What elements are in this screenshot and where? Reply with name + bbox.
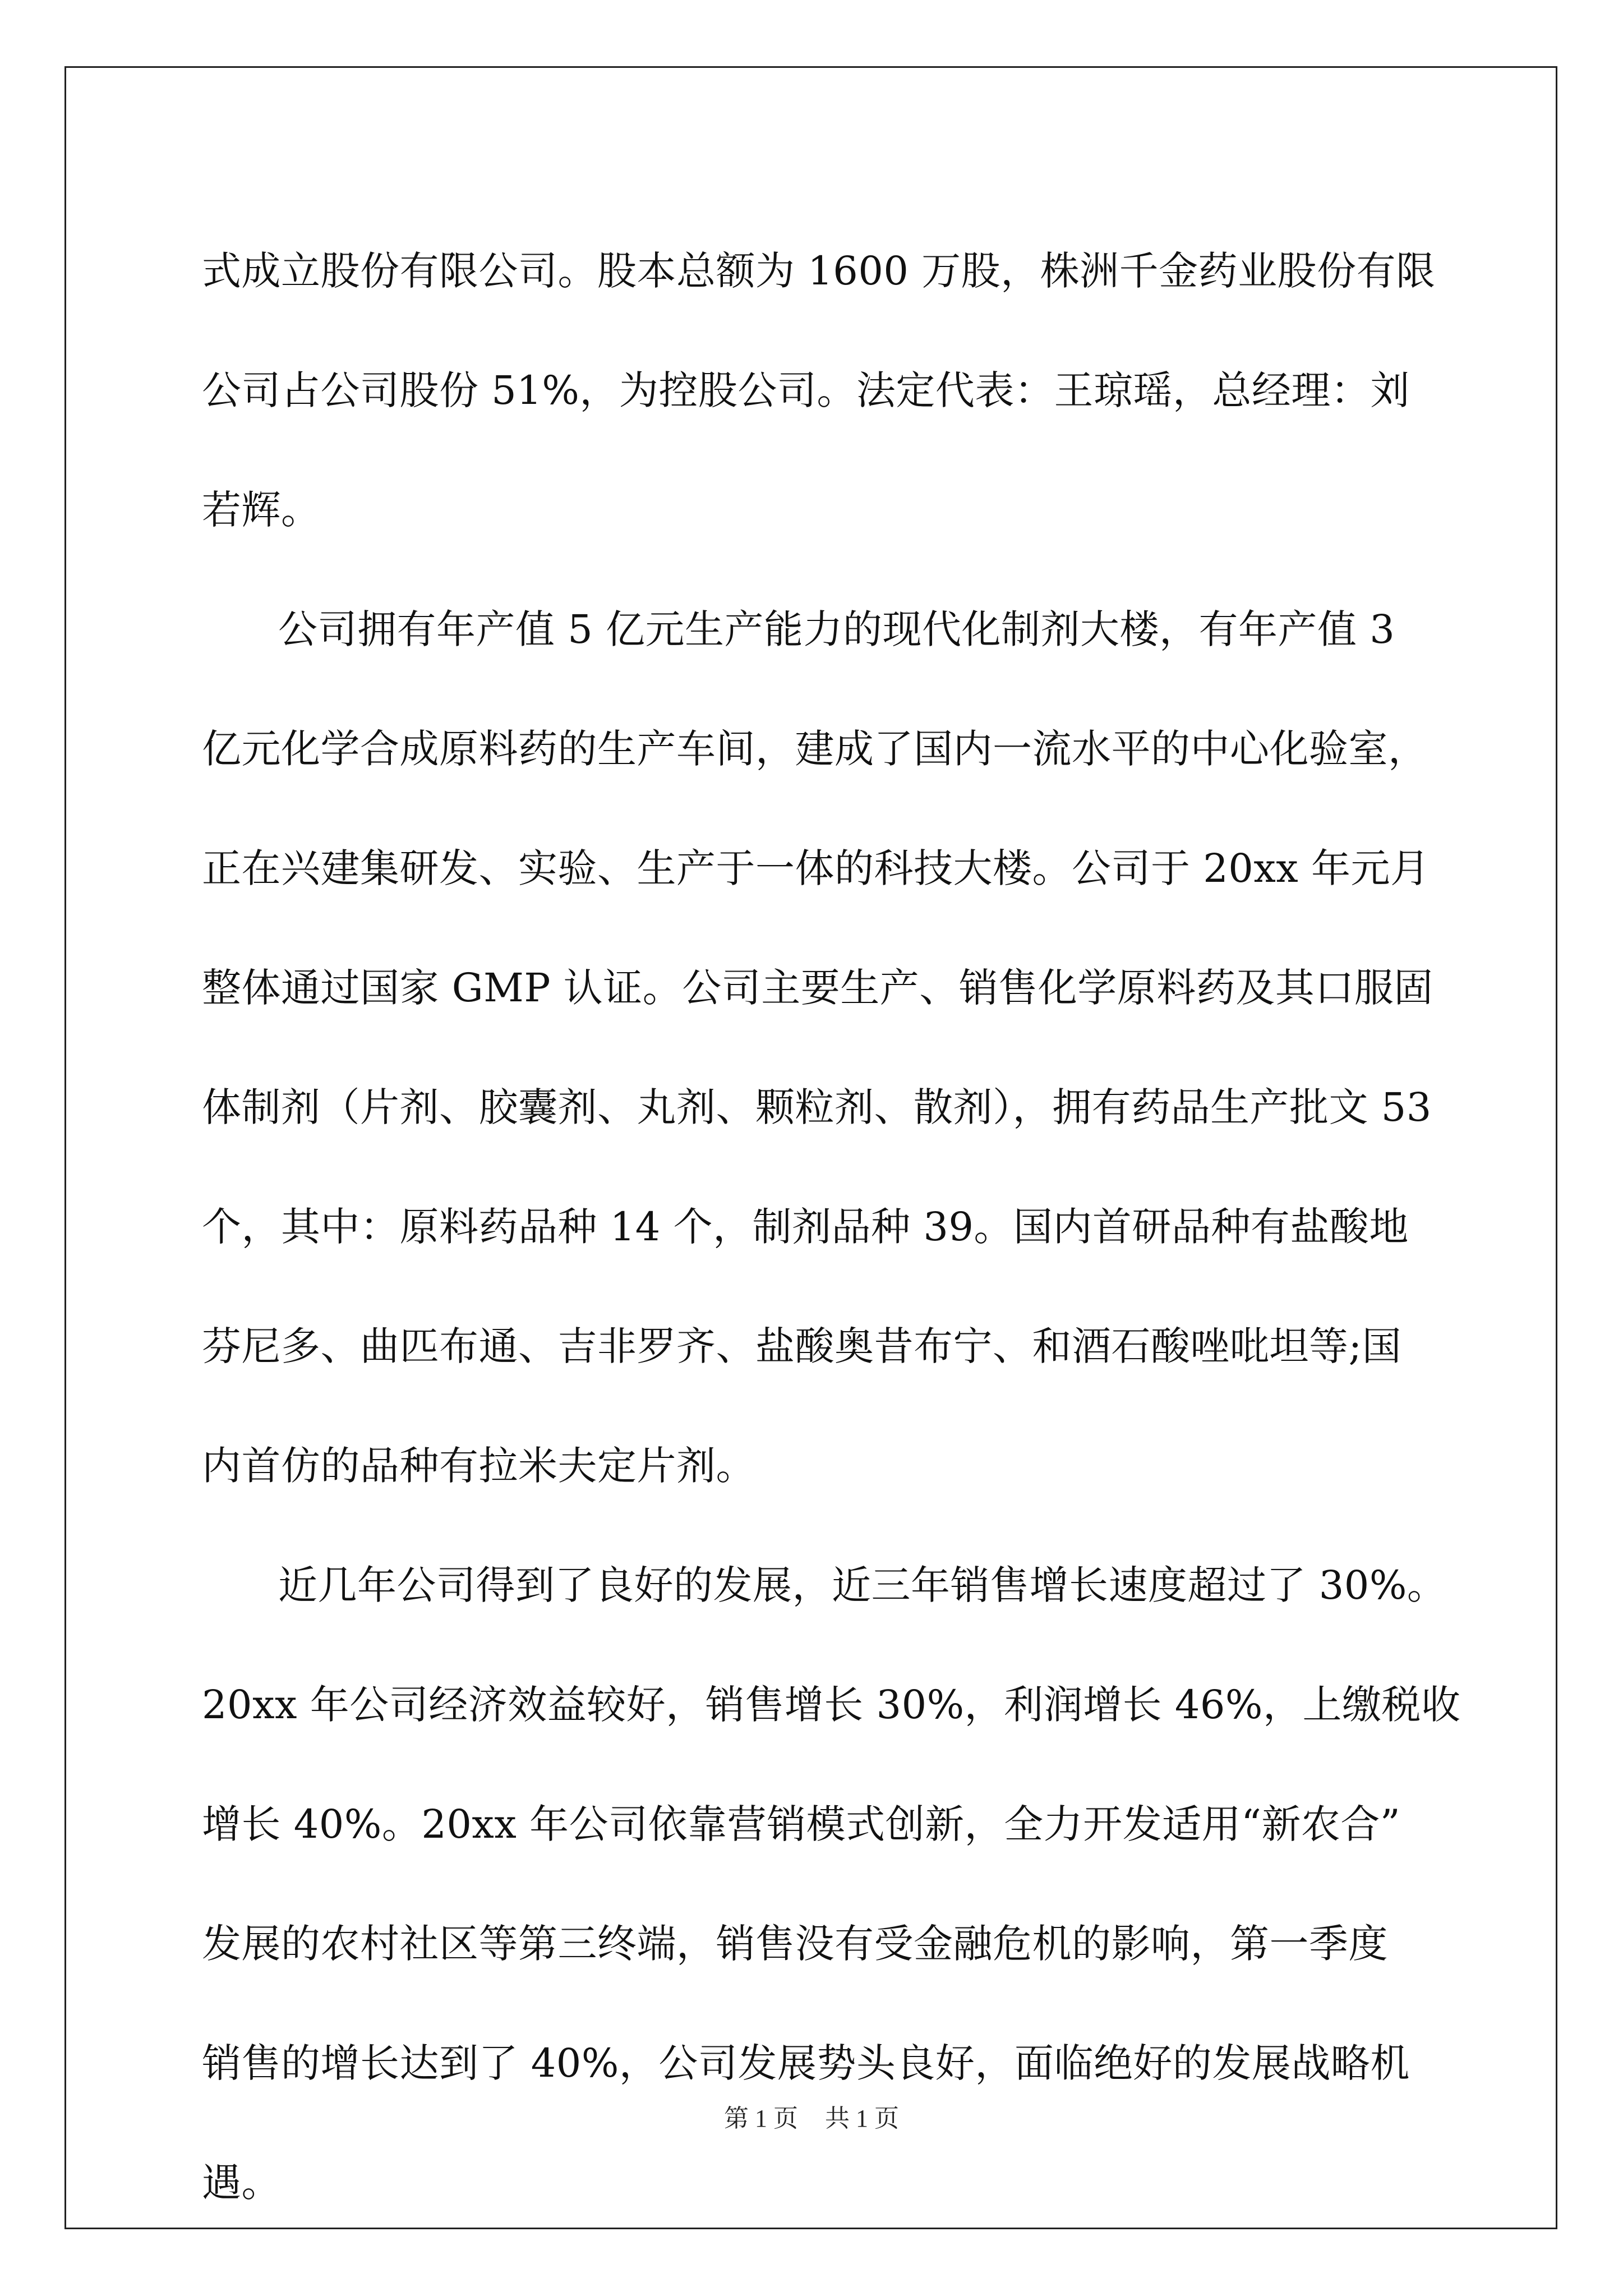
- text-line: 近几年公司得到了良好的发展，近三年销售增长速度超过了 30%。: [278, 1562, 1447, 1608]
- text-line: 个，其中：原料药品种 14 个，制剂品种 39。国内首研品种有盐酸地: [202, 1204, 1409, 1250]
- text-line: 公司拥有年产值 5 亿元生产能力的现代化制剂大楼，有年产值 3: [278, 606, 1395, 652]
- text-line: 正在兴建集研发、实验、生产于一体的科技大楼。公司于 20xx 年元月: [202, 845, 1430, 891]
- text-line: 发展的农村社区等第三终端，销售没有受金融危机的影响，第一季度: [202, 1921, 1388, 1967]
- text-line: 芬尼多、曲匹布通、吉非罗齐、盐酸奥昔布宁、和酒石酸唑吡坦等;国: [202, 1323, 1402, 1369]
- text-line: 遇。: [202, 2160, 281, 2206]
- text-line: 增长 40%。20xx 年公司依靠营销模式创新，全力开发适用“新农合”: [202, 1801, 1401, 1847]
- page-footer: [0, 2098, 1623, 2134]
- text-line: 销售的增长达到了 40%，公司发展势头良好，面临绝好的发展战略机: [202, 2040, 1410, 2086]
- text-line: 整体通过国家 GMP 认证。公司主要生产、销售化学原料药及其口服固: [202, 965, 1433, 1011]
- text-line: 20xx 年公司经济效益较好，销售增长 30%，利润增长 46%，上缴税收: [202, 1682, 1461, 1728]
- text-line: 式成立股份有限公司。股本总额为 1600 万股，株洲千金药业股份有限: [202, 248, 1436, 294]
- text-line: 若辉。: [202, 487, 321, 533]
- document-body: [202, 211, 1461, 2243]
- page-number: 第 1 页: [724, 2105, 798, 2132]
- text-line: 公司占公司股份 51%，为控股公司。法定代表：王琼瑶，总经理：刘: [202, 367, 1410, 413]
- text-line: 体制剂（片剂、胶囊剂、丸剂、颗粒剂、散剂），拥有药品生产批文 53: [202, 1084, 1432, 1130]
- page-total: 共 1 页: [825, 2105, 899, 2132]
- text-line: 内首仿的品种有拉米夫定片剂。: [202, 1443, 755, 1489]
- text-line: 亿元化学合成原料药的生产车间，建成了国内一流水平的中心化验室，: [202, 726, 1428, 772]
